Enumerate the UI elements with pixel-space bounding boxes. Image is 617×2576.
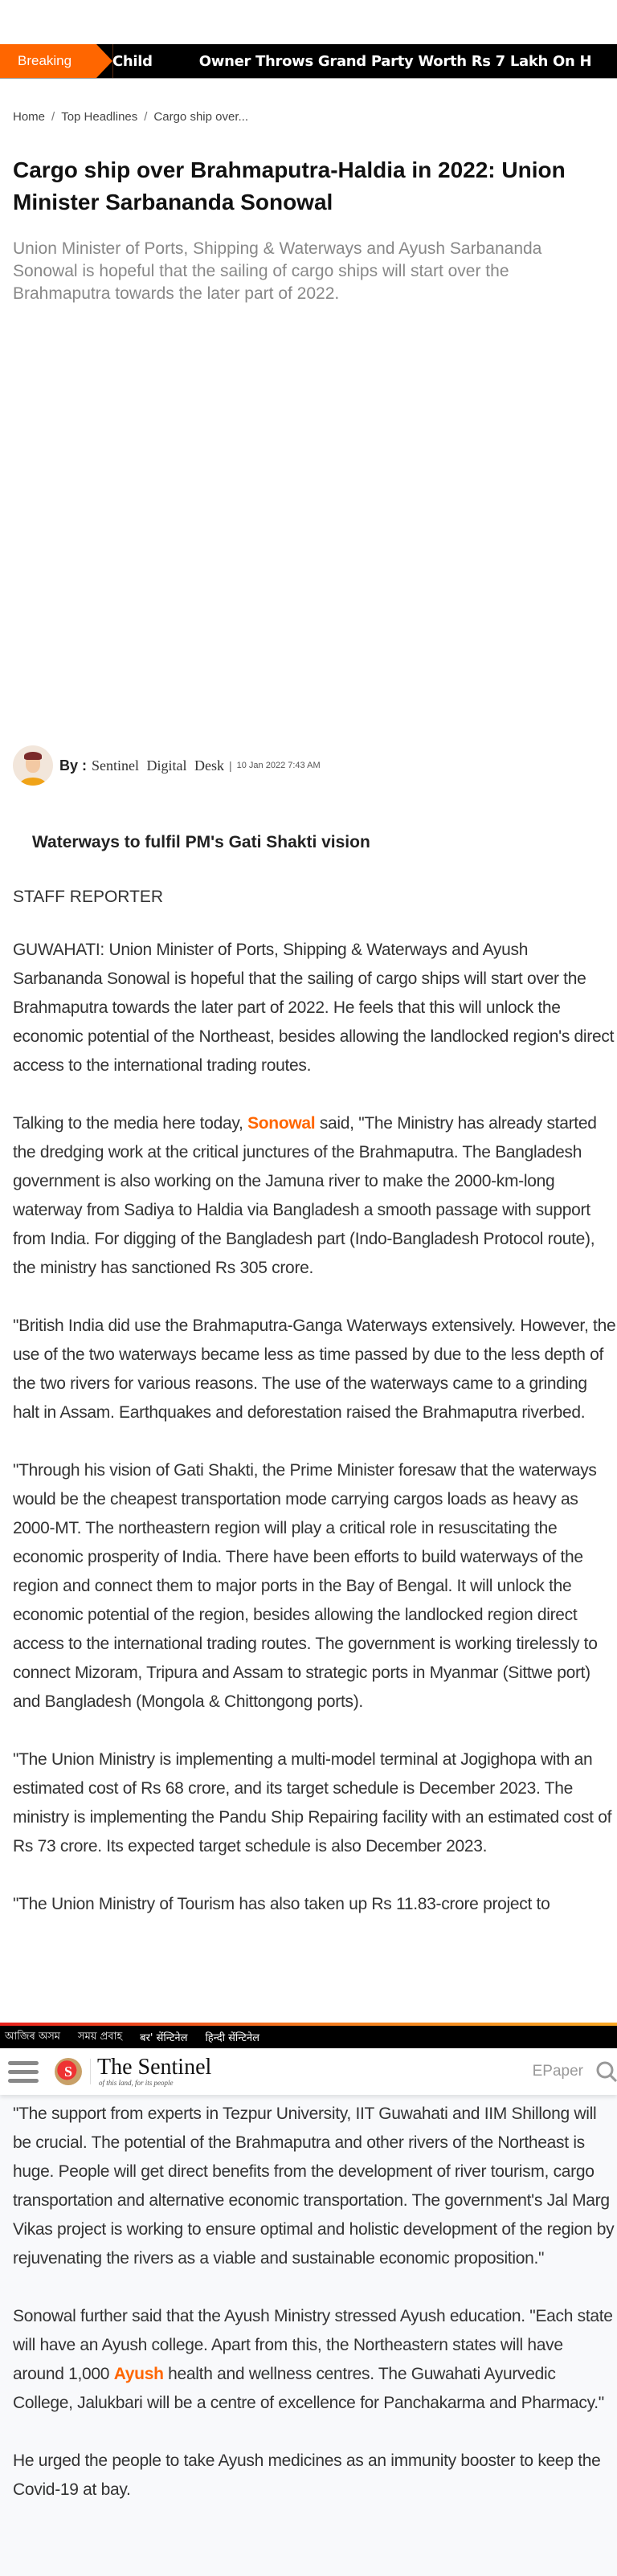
paragraph-5: "The Union Ministry is implementing a multi-model terminal at Jogighopa with an estimated cost of Rs 68 crore, and its target schedule is December 2023. The ministry is implementing the Pandu Ship Repairing facility with an estimated cost of Rs 73 crore. Its expected target schedule is also December 2023. bbox=[13, 1750, 612, 1855]
lang-link-bodo[interactable]: बर' सेंन्टिनेल bbox=[140, 2032, 188, 2044]
byline bbox=[13, 745, 321, 786]
language-bar bbox=[0, 2026, 617, 2048]
epaper-link[interactable]: EPaper bbox=[532, 2063, 583, 2080]
author-avatar bbox=[13, 745, 53, 786]
paragraph-3: "British India did use the Brahmaputra-Ganga Waterways extensively. However, the use of the two waterways became less as time passed by due to the less depth of the two rivers for various reasons. The use of the waterways came to a grinding halt in Assam. Earthquakes and deforestation raised the Brahmaputra riverbed. bbox=[13, 1317, 616, 1422]
site-logo[interactable] bbox=[97, 2056, 211, 2087]
logo-divider bbox=[90, 2059, 91, 2084]
lang-link-bengali[interactable]: সময় প্ৰবাহ bbox=[78, 2030, 123, 2043]
breadcrumb-separator: / bbox=[51, 110, 55, 124]
paragraph-8-text-cont: health and wellness centres. The Guwahati Ayurvedic College, Jalukbari will be a centre of excellence for Panchakarma and Pharmacy." bbox=[13, 2365, 604, 2412]
breaking-news-ticker bbox=[0, 44, 617, 79]
sticky-header bbox=[0, 2023, 617, 2095]
ticker-headline-part2: Owner Throws Grand Party Worth Rs 7 Lakh On H bbox=[198, 52, 592, 70]
breadcrumb-top-headlines[interactable]: Top Headlines bbox=[61, 110, 138, 124]
lang-link-hindi[interactable]: हिन्दी सेंन्टिनेल bbox=[205, 2032, 259, 2044]
byline-separator: | bbox=[229, 759, 232, 772]
search-icon[interactable] bbox=[595, 2060, 617, 2082]
ayush-tag-link[interactable]: Ayush bbox=[113, 2365, 164, 2383]
ticker-headline-link[interactable] bbox=[112, 53, 591, 70]
article-summary: Union Minister of Ports, Shipping & Waterways and Ayush Sarbananda Sonowal is hopeful that the sailing of cargo ships will start over the Brahmaputra towards the later part of 2022. bbox=[13, 239, 542, 303]
article-body bbox=[13, 888, 617, 1948]
paragraph-2-text: Talking to the media here today, bbox=[13, 1114, 248, 1133]
paragraph-2-text-cont: said, "The Ministry has already started the dredging work at the critical junctures of the Brahmaputra. The Bangladesh government is also working on the Jamuna river to make the 2000-km-long waterway from Sadiya to Haldia via Bangladesh a smooth passage with support from India. For digging of the Bangladesh part (Indo-Bangladesh Protocol route), the ministry has sanctioned Rs 305 crore. bbox=[13, 1114, 597, 1277]
article-title: Cargo ship over Brahmaputra-Haldia in 2022: Union Minister Sarbananda Sonowal bbox=[13, 157, 566, 214]
ticker-headline-part1: Child bbox=[112, 52, 153, 70]
paragraph-4: "Through his vision of Gati Shakti, the Prime Minister foresaw that the waterways would be the cheapest transportation mode carrying cargos loads as heavy as 2000-MT. The northeastern region will play a critical role in resuscitating the economic prosperity of India. There have been efforts to build waterways of the region and connect them to major ports in the Bay of Bengal. It will unlock the economic potential of the region, besides allowing the landlocked region direct access to the international trading routes. The government is working tirelessly to connect Mizoram, Tripura and Assam to strategic ports in Myanmar (Sittwe port) and Bangladesh (Mongola & Chittongong ports). bbox=[13, 1461, 598, 1711]
paragraph-6: "The Union Ministry of Tourism has also taken up Rs 11.83-crore project to bbox=[13, 1895, 550, 1913]
hamburger-icon[interactable] bbox=[8, 2061, 39, 2083]
paragraph-1: GUWAHATI: Union Minister of Ports, Shipping & Waterways and Ayush Sarbananda Sonowal is hopeful that the sailing of cargo ships will start over the Brahmaputra towards the later part of 2022. He feels that this will unlock the economic potential of the Northeast, besides allowing the landlocked region's direct access to the international trading routes. bbox=[13, 941, 615, 1075]
publish-date: 10 Jan 2022 7:43 AM bbox=[236, 761, 321, 770]
sonowal-tag-link[interactable]: Sonowal bbox=[247, 1114, 316, 1133]
paragraph-7: "The support from experts in Tezpur University, IIT Guwahati and IIM Shillong will be crucial. The potential of the Brahmaputra and other rivers of the Northeast is huge. People will get direct benefits from the development of river tourism, cargo transportation and alternative economic transportation. The government's Jal Marg Vikas project is working to ensure optimal and holistic development of the region by rejuvenating the rivers as a viable and sustainable economic proposition." bbox=[13, 2104, 615, 2268]
breadcrumb-separator: / bbox=[144, 110, 148, 124]
logo-tagline: of this land, for its people bbox=[99, 2079, 174, 2087]
ad-placeholder bbox=[0, 321, 617, 723]
masthead-bar bbox=[0, 2048, 617, 2095]
section-heading: Waterways to fulfil PM's Gati Shakti vision bbox=[32, 833, 370, 851]
by-label: By : bbox=[59, 757, 88, 774]
breadcrumb-home[interactable]: Home bbox=[13, 110, 46, 124]
staff-reporter: STAFF REPORTER bbox=[13, 888, 164, 906]
author-link[interactable]: Sentinel Digital Desk bbox=[92, 757, 224, 774]
breadcrumb bbox=[13, 110, 248, 124]
breaking-label: Breaking bbox=[0, 44, 96, 79]
lang-link-asomiya[interactable]: আজিৰ অসম bbox=[5, 2030, 61, 2043]
paragraph-8 bbox=[13, 2302, 617, 2418]
paragraph-8-text: Sonowal further said that the Ayush Ministry stressed Ayush education. "Each state will have an Ayush college. Apart from this, the Northeastern states will have around 1,000 bbox=[13, 2307, 613, 2383]
breadcrumb-current: Cargo ship over... bbox=[153, 110, 248, 124]
paragraph-2 bbox=[13, 1109, 617, 1283]
paragraph-9: He urged the people to take Ayush medicines as an immunity booster to keep the Covid-19 at bay. bbox=[13, 2451, 601, 2499]
logo-name: The Sentinel bbox=[97, 2055, 212, 2080]
sentinel-logo-icon[interactable]: S bbox=[55, 2058, 82, 2085]
article-body-lower bbox=[0, 2095, 617, 2576]
